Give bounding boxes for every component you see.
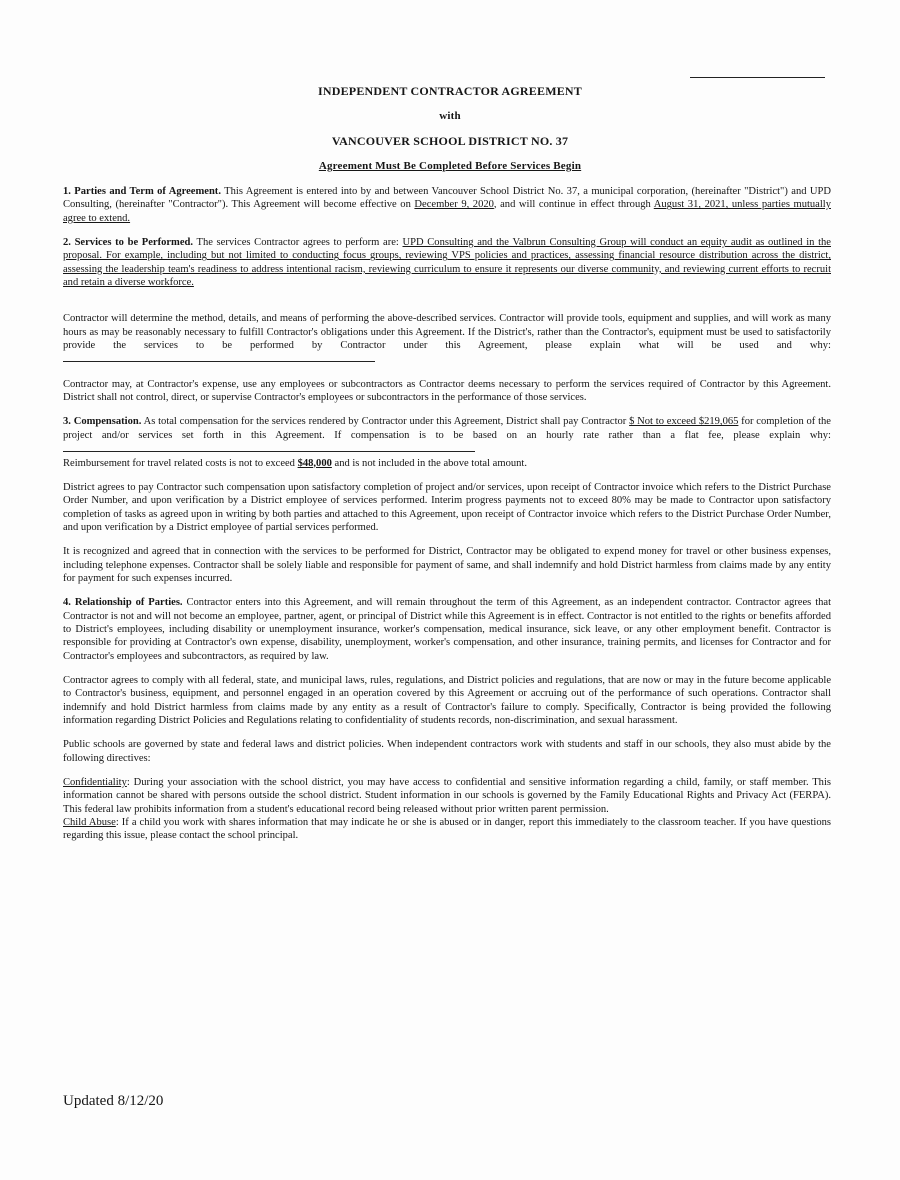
signature-line	[690, 77, 825, 78]
directives-intro: Public schools are governed by state and federal laws and district policies. When independent contractors work with students and staff in our schools, they also must abide by the following directives:	[63, 739, 831, 764]
section-2-text-a: The services Contractor agrees to perform are:	[193, 237, 403, 249]
district-name: VANCOUVER SCHOOL DISTRICT NO. 37	[331, 134, 569, 148]
section-1-text-b: , and will continue in effect through	[493, 199, 654, 211]
compensation-amount: $ Not to exceed $219,065	[629, 416, 739, 428]
reimbursement-text-b: and is not included in the above total amount.	[331, 457, 527, 469]
reimbursement-text-a: Reimbursement for travel related costs is not to exceed	[63, 457, 298, 469]
paragraph-payment: District agrees to pay Contractor such compensation upon satisfactory completion of project and/or services, upon receipt of Contractor invoice which refers to the District Purchase Order Number, and upon verification by a District employee of services performed. Interim progress payments not to exceed 80% may be made to Contractor upon satisfactory completion of tasks as agreed upon in writing by both parties and attached to this Agreement, upon receipt of Contractor invoice which refers to the District Purchase Order Number, and upon verification by a District employee of partial services performed.	[63, 481, 831, 533]
hourly-rate-blank	[63, 442, 475, 452]
effective-date: December 9, 2020	[414, 199, 494, 211]
document-title: INDEPENDENT CONTRACTOR AGREEMENT	[318, 84, 582, 98]
confidentiality-label: Confidentiality	[63, 777, 127, 789]
paragraph-comply: Contractor agrees to comply with all federal, state, and municipal laws, rules, regulations, and District policies and regulations, that are now or may in the future become applicable to Contractor's business, equipment, and personnel engaged in an operation covered by this Agreement or accruing out of the performance of such operations. Contractor shall indemnify and hold District harmless from claims made by any entity as a result of Contractor's failure to comply. Specifically, Contractor is being provided the following information regarding District Policies and Regulations relating to confidentiality of students records, non-discrimination, and sexual harassment.	[63, 674, 831, 726]
equipment-explanation-blank	[63, 352, 375, 362]
agreement-body	[63, 185, 831, 854]
method-text: Contractor will determine the method, details, and means of performing the above-described services. Contractor will provide tools, equipment and supplies, and will work as many hours as may be reasonably necessary to fulfill Contractor's obligations under this Agreement. If the District's, rather than the Contractor's, equipment must be used to satisfactorily provide the services to be performed by Contractor under this Agreement, please explain what will be used and why:	[63, 313, 831, 352]
paragraph-method	[63, 312, 831, 366]
updated-date: Updated 8/12/20	[63, 1093, 164, 1109]
section-3-text-b: for completion of the project and/or services set forth in this Agreement. If compensation is to be based on an hourly rate rather than a flat fee, please explain why:	[63, 416, 831, 441]
section-services	[63, 236, 831, 289]
section-3-text-a: As total compensation for the services rendered by Contractor under this Agreement, District shall pay Contractor	[141, 416, 630, 428]
confidentiality-text: : During your association with the school district, you may have access to confidential and sensitive information regarding a child, family, or staff member. This information cannot be shared with persons outside the school district. Student information in our schools is governed by the Family Educational Rights and Privacy Act (FERPA). This federal law prohibits information from a student's educational record being released without prior written parent permission.	[63, 777, 831, 815]
completion-notice: Agreement Must Be Completed Before Services Begin	[318, 160, 582, 172]
reimbursement-amount: $48,000	[297, 457, 332, 469]
confidentiality-directive	[63, 776, 831, 816]
section-compensation	[63, 415, 831, 469]
child-abuse-label: Child Abuse	[63, 817, 116, 829]
child-abuse-directive	[63, 816, 831, 843]
section-1-text-a: This Agreement is entered into by and between Vancouver School District No. 37, a municipal corporation, (hereinafter "District") and UPD Consulting, (hereinafter "Contractor"). This Agreement will become effective on	[63, 186, 831, 211]
end-date: August 31, 2021, unless parties mutually agree to extend.	[63, 199, 831, 224]
paragraph-expenses: It is recognized and agreed that in connection with the services to be performed for District, Contractor may be obligated to expend money for travel or other business expenses, including telephone expenses. Contractor shall be solely liable and responsible for payment of same, and shall indemnify and hold District harmless from claims made by any entity for payment for such expenses incurred.	[63, 546, 831, 584]
section-1-heading: 1. Parties and Term of Agreement.	[63, 186, 221, 197]
section-4-text: Contractor enters into this Agreement, and will remain throughout the term of this Agreement, as an independent contractor. Contractor agrees that Contractor is not and will not become an employee, partner, agent, or principal of District while this Agreement is in effect. Contractor is not entitled to the rights or benefits afforded to District's employees, including disability or unemployment insurance, worker's compensation, medical insurance, sick leave, or any other employment benefit. Contractor is responsible for providing at Contractor's own expense, disability, unemployment, worker's compensation, and other insurance, training permits, and licenses for Contractor and for Contractor's employees and subcontractors, as required by law.	[63, 597, 832, 662]
section-4-heading: 4. Relationship of Parties.	[63, 597, 183, 609]
section-parties-term	[63, 185, 831, 225]
title-with: with	[439, 110, 461, 122]
section-3-heading: 3. Compensation.	[63, 416, 142, 428]
section-2-heading: 2. Services to be Performed.	[63, 237, 194, 249]
services-description: UPD Consulting and the Valbrun Consulting Group will conduct an equity audit as outlined in the proposal. For example, including but not limited to conducting focus groups, reviewing VPS policies and practices, assessing financial resource distribution across the district, assessing the leadership team's readiness to address intentional racism, reviewing curriculum to ensure it represents our diverse community, and reviewing current efforts to recruit and retain a diverse workforce.	[63, 237, 831, 289]
child-abuse-text: : If a child you work with shares information that may indicate he or she is abused or in danger, report this immediately to the classroom teacher. If you have questions regarding this issue, please contact the school principal.	[63, 817, 832, 842]
paragraph-employees: Contractor may, at Contractor's expense, use any employees or subcontractors as Contractor deems necessary to perform the services required of Contractor by this Agreement. District shall not control, direct, or supervise Contractor's employees or subcontractors in the performance of those services.	[63, 378, 831, 404]
section-relationship	[63, 596, 831, 663]
